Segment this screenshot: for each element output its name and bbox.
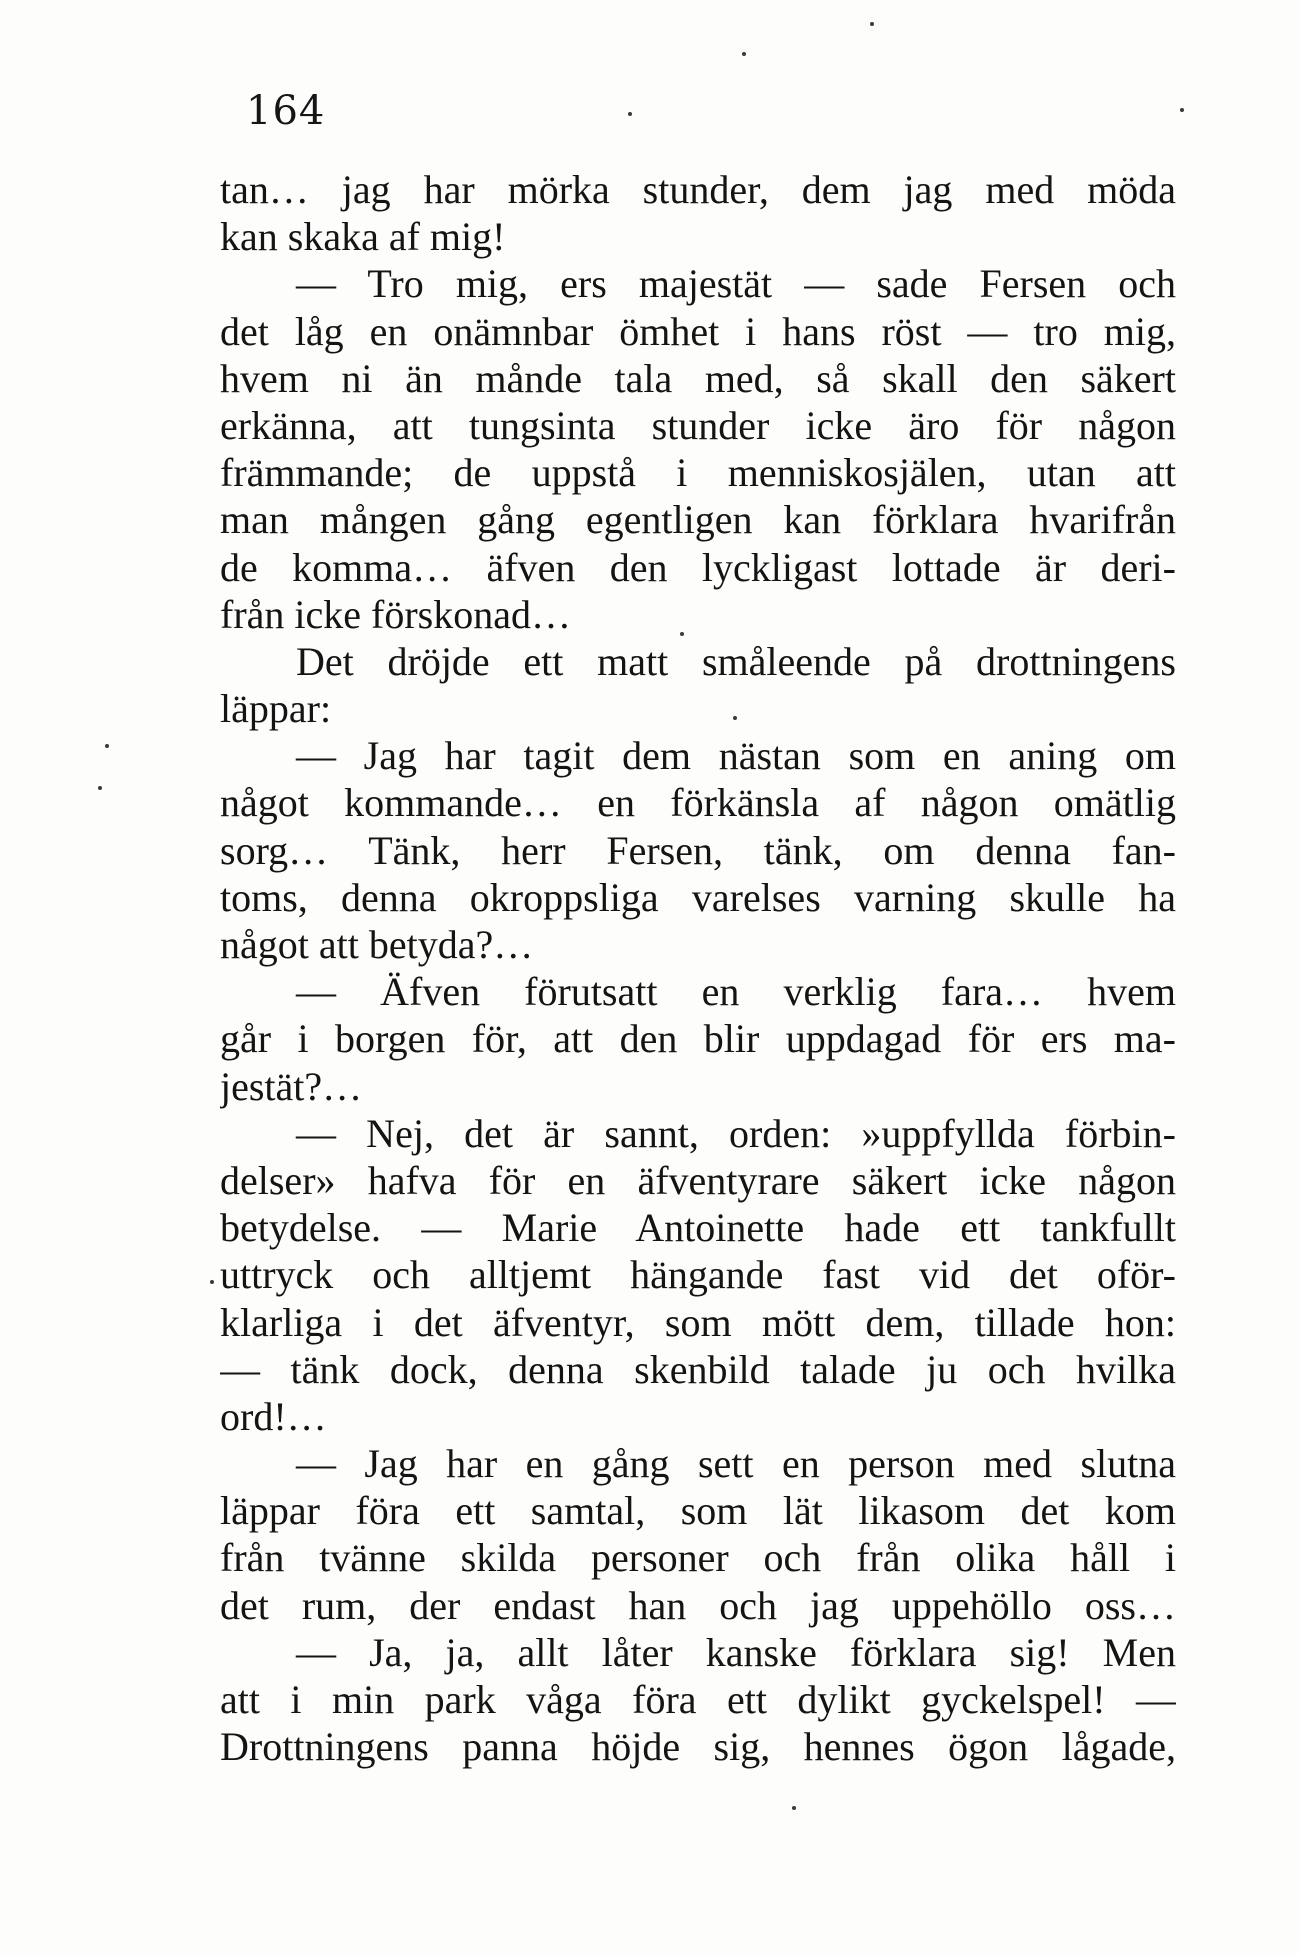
text-line: ord!… (220, 1393, 327, 1439)
text-line: jestät?… (220, 1063, 363, 1109)
text-line: läppar föra ett samtal, som lät likasom det kom (220, 1488, 1176, 1534)
text-line: delser» hafva för en äfventyrare säkert icke någon (220, 1157, 1176, 1203)
text-line: de komma… äfven den lyckligast lottade är deri- (220, 544, 1176, 590)
text-line: det rum, der endast han och jag uppehöllo oss… (220, 1582, 1176, 1628)
text-line: något kommande… en förkänsla af någon omätlig (220, 780, 1176, 826)
text-line: — Tro mig, ers majestät — sade Fersen och (296, 261, 1176, 307)
text-line: sorg… Tänk, herr Fersen, tänk, om denna fan- (220, 827, 1176, 873)
print-speck (628, 112, 632, 116)
text-line: klarliga i det äfventyr, som mött dem, tillade hon: (220, 1299, 1176, 1345)
text-line: att i min park våga föra ett dylikt gyckelspel! — (220, 1677, 1176, 1722)
text-line: Drottningens panna höjde sig, hennes ögon lågade, (220, 1724, 1176, 1770)
text-line: man mången gång egentligen kan förklara hvarifrån (220, 497, 1176, 543)
text-line: — Nej, det är sannt, orden: »uppfyllda förbin- (296, 1110, 1176, 1156)
print-speck (792, 1806, 796, 1810)
text-line: — Jag har tagit dem nästan som en aning om (296, 733, 1176, 779)
print-speck (210, 1280, 214, 1284)
text-line: läppar: (220, 686, 332, 732)
text-line: — Ja, ja, allt låter kanske förklara sig! Men (296, 1629, 1176, 1675)
text-line: — tänk dock, denna skenbild talade ju och hvilka (220, 1346, 1176, 1392)
text-line: — Jag har en gång sett en person med slutna (296, 1441, 1176, 1487)
text-line: främmande; de uppstå i menniskosjälen, utan att (220, 450, 1176, 496)
text-line: kan skaka af mig! (220, 214, 506, 260)
print-speck (733, 716, 737, 720)
text-line: — Äfven förutsatt en verklig fara… hvem (296, 969, 1176, 1015)
text-line: från tvänne skilda personer och från olika håll i (220, 1535, 1176, 1581)
body-text (220, 166, 1176, 1770)
text-line: hvem ni än månde tala med, så skall den säkert (220, 355, 1176, 401)
print-speck (1180, 108, 1184, 112)
print-speck (98, 786, 102, 790)
print-speck (105, 744, 109, 748)
text-line: något att betyda?… (220, 922, 534, 967)
text-line: går i borgen för, att den blir uppdagad för ers ma- (220, 1016, 1176, 1062)
text-line: betydelse. — Marie Antoinette hade ett tankfullt (220, 1205, 1176, 1251)
text-line: toms, denna okroppsliga varelses varning skulle ha (220, 874, 1176, 920)
text-line: uttryck och alltjemt hängande fast vid det oför- (220, 1252, 1176, 1298)
text-line: tan… jag har mörka stunder, dem jag med möda (220, 167, 1176, 212)
print-speck (680, 632, 684, 636)
text-line: Det dröjde ett matt småleende på drottningens (296, 638, 1176, 684)
page-number: 164 (246, 88, 326, 134)
text-line: från icke förskonad… (220, 591, 571, 637)
text-line: det låg en onämnbar ömhet i hans röst — tro mig, (220, 308, 1176, 354)
print-speck (870, 22, 874, 26)
text-line: erkänna, att tungsinta stunder icke äro för någon (220, 402, 1176, 448)
print-speck (742, 52, 746, 56)
